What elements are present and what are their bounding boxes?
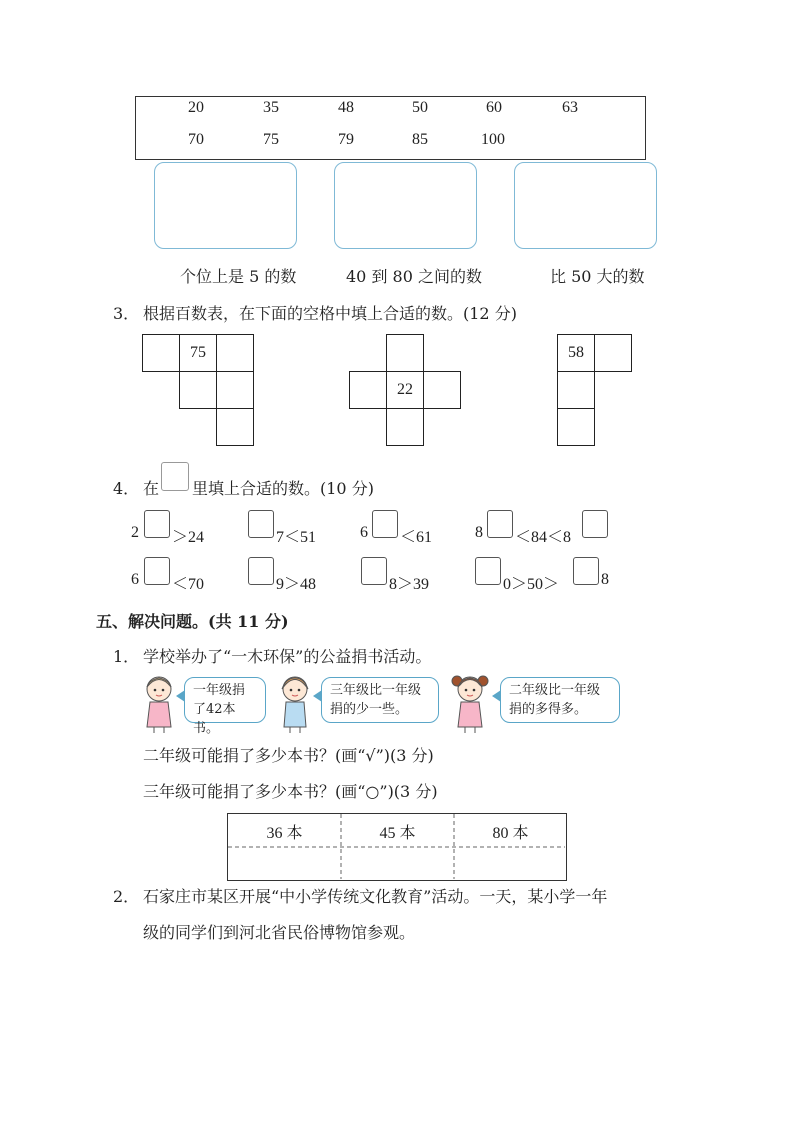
ineq-text: 6 <box>131 571 139 588</box>
section-title: 五、解决问题。(共 11 分) <box>96 612 289 631</box>
grid-cell[interactable] <box>179 371 217 409</box>
option-label: 45 本 <box>379 825 416 842</box>
question-text-line2: 级的同学们到河北省民俗博物馆参观。 <box>143 923 416 942</box>
ineq-text: ＜84＜8 <box>515 529 572 546</box>
grid-cell[interactable] <box>216 334 254 372</box>
ineq-text: ＞24 <box>172 529 205 546</box>
grid-cell[interactable] <box>142 334 180 372</box>
number-item: 63 <box>562 99 578 116</box>
girl-2-illustration <box>276 672 314 734</box>
grid-cell: 22 <box>386 371 424 409</box>
ineq-text: 8 <box>601 571 609 588</box>
question-text-post: 里填上合适的数。(10 分) <box>192 479 374 498</box>
speech-bubble <box>500 677 620 723</box>
option-label: 36 本 <box>266 825 303 842</box>
question-number: 2． <box>113 887 140 906</box>
fill-blank[interactable] <box>475 557 501 585</box>
fill-blank[interactable] <box>248 510 274 538</box>
question-text: 根据百数表，在下面的空格中填上合适的数。(12 分) <box>143 304 517 323</box>
ineq-text: 7＜51 <box>276 529 317 546</box>
bubble-text: 一年级捐了42本书。 <box>193 683 246 736</box>
ineq-text: 8＞39 <box>389 576 430 593</box>
grid-cell: 58 <box>557 334 595 372</box>
speech-bubble <box>321 677 439 723</box>
ineq-text: ＜61 <box>400 529 433 546</box>
ineq-text: 8 <box>475 524 483 541</box>
fill-blank[interactable] <box>487 510 513 538</box>
number-item: 60 <box>486 99 502 116</box>
number-item: 70 <box>188 131 204 148</box>
mark-cell[interactable] <box>230 849 339 877</box>
category-label: 比 50 大的数 <box>550 267 645 286</box>
question-text: 学校举办了“一木环保”的公益捐书活动。 <box>143 647 432 666</box>
grid-cell[interactable] <box>216 408 254 446</box>
option-label: 80 本 <box>492 825 529 842</box>
number-item: 48 <box>338 99 354 116</box>
bubble-text: 三年级比一年级捐的少一些。 <box>330 683 422 717</box>
sub-question: 二年级可能捐了多少本书？(画“√”)(3 分) <box>143 746 434 765</box>
mark-cell[interactable] <box>343 849 452 877</box>
fill-blank[interactable] <box>372 510 398 538</box>
grid-cell[interactable] <box>423 371 461 409</box>
question-text-line1: 石家庄市某区开展“中小学传统文化教育”活动。一天，某小学一年 <box>143 887 608 906</box>
ineq-text: ＜70 <box>172 576 205 593</box>
fill-blank[interactable] <box>361 557 387 585</box>
blank-sample <box>161 462 189 491</box>
question-number: 3． <box>113 304 140 323</box>
fill-blank[interactable] <box>582 510 608 538</box>
grid-cell[interactable] <box>386 334 424 372</box>
fill-blank[interactable] <box>248 557 274 585</box>
number-item: 79 <box>338 131 354 148</box>
grid-cell[interactable] <box>557 408 595 446</box>
ineq-text: 2 <box>131 524 139 541</box>
ineq-text: 6 <box>360 524 368 541</box>
answer-box-40-80[interactable] <box>334 162 477 249</box>
girl-1-illustration <box>140 672 178 734</box>
grid-cell[interactable] <box>594 334 632 372</box>
girl-3-illustration <box>448 672 492 734</box>
speech-bubble <box>184 677 266 736</box>
grid-cell: 75 <box>179 334 217 372</box>
fill-blank[interactable] <box>144 510 170 538</box>
category-label: 40 到 80 之间的数 <box>346 267 482 286</box>
number-box <box>135 96 646 160</box>
fill-blank[interactable] <box>144 557 170 585</box>
number-item: 35 <box>263 99 279 116</box>
number-item: 75 <box>263 131 279 148</box>
grid-cell[interactable] <box>557 371 595 409</box>
grid-cell[interactable] <box>349 371 387 409</box>
ineq-text: 9＞48 <box>276 576 317 593</box>
category-label: 个位上是 5 的数 <box>180 267 297 286</box>
bubble-text: 二年级比一年级捐的多得多。 <box>509 683 601 717</box>
number-item: 100 <box>481 131 505 148</box>
ineq-text: 0＞50＞ <box>503 576 560 593</box>
mark-cell[interactable] <box>456 849 563 877</box>
question-number: 4． <box>113 479 140 498</box>
sub-question: 三年级可能捐了多少本书？(画“○”)(3 分) <box>143 782 438 801</box>
question-number: 1． <box>113 647 140 666</box>
number-item: 85 <box>412 131 428 148</box>
number-item: 20 <box>188 99 204 116</box>
number-item: 50 <box>412 99 428 116</box>
grid-cell[interactable] <box>386 408 424 446</box>
answer-box-over-50[interactable] <box>514 162 657 249</box>
grid-cell[interactable] <box>216 371 254 409</box>
fill-blank[interactable] <box>573 557 599 585</box>
answer-box-ones-5[interactable] <box>154 162 297 249</box>
question-text-pre: 在 <box>143 479 160 498</box>
answer-table <box>227 813 567 881</box>
